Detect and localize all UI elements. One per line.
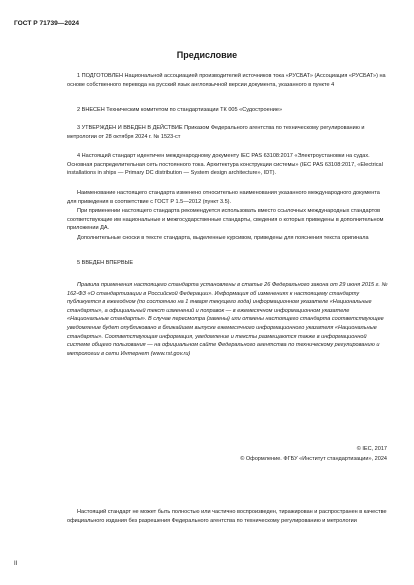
item-5: 5 ВВЕДЕН ВПЕРВЫЕ xyxy=(77,260,134,266)
item-1: 1 ПОДГОТОВЛЕН Национальной ассоциацией производителей источников тока «РУСБАТ» (Ассоциация «РУСБАТ») на основе собственного перевода на русский язык англоязычной версии документа, указанного в пункте 4 xyxy=(67,73,386,88)
item-4-references-note: При применении настоящего стандарта рекомендуется использовать вместо ссылочных международных стандартов соответствующие им национальные и межгосударственные стандарты, сведения о которых приведены в дополнительном приложении ДА. xyxy=(67,208,384,232)
item-2: 2 ВНЕСЕН Техническим комитетом по стандартизации ТК 005 «Судостроение» xyxy=(77,107,283,113)
copyright-iec: © IEC, 2017 xyxy=(356,446,387,452)
item-4-footnotes-note: Дополнительные сноски в тексте стандарта, выделенные курсивом, приведены для пояснения текста оригинала xyxy=(77,235,369,241)
item-4-name-note: Наименование настоящего стандарта изменено относительно наименования указанного международного документа для приведения в соответствие с ГОСТ Р 1.5—2012 (пункт 3.5). xyxy=(67,190,380,205)
document-number: ГОСТ Р 71739—2024 xyxy=(14,20,80,27)
item-3: 3 УТВЕРЖДЕН И ВВЕДЕН В ДЕЙСТВИЕ Приказом Федерального агентства по техническому регулированию и метрологии от 28 октября 2024 г. № 1523-ст xyxy=(67,125,365,140)
page-title: Предисловие xyxy=(176,50,238,60)
rules-of-application: Правила применения настоящего стандарта установлены в статье 26 Федерального закона от 29 июня 2015 г. № 162-ФЗ «О стандартизации в Российской Федерации». Информация об изменениях к настоящему стандарту публикуется в ежегодном (по состоянию на 1 января текущего года) информационном указателе «Национальные стандарты», а официальный текст изменений и поправок — в ежемесячном информационном указателе «Национальные стандарты». В случае пересмотра (замены) или отмены настоящего стандарта соответствующее уведомление будет опубликовано в ближайшем выпуске ежемесячного информационного указателя «Национальные стандарты». Соответствующая информация, уведомление и тексты размещаются также в информационной системе общего пользования — на официальном сайте Федерального агентства по техническому регулированию и метрологии в сети Интернет (www.rst.gov.ru) xyxy=(67,282,388,357)
item-4: 4 Настоящий стандарт идентичен международному документу IEC PAS 63108:2017 «Электроустановки на судах. Основная распределительная сеть постоянного тока. Архитектура конструкции системы» (IEC PAS 63108:2017, «Electrical installations in ships — Primary DC distribution — System design architecture», IDT). xyxy=(67,153,383,177)
copyright-design: © Оформление. ФГБУ «Институт стандартизации», 2024 xyxy=(240,456,387,462)
page-number: II xyxy=(14,561,18,567)
reproduction-notice: Настоящий стандарт не может быть полностью или частично воспроизведен, тиражирован и распространен в качестве официального издания без разрешения Федерального агентства по техническому регулированию и метрологии xyxy=(67,509,387,524)
